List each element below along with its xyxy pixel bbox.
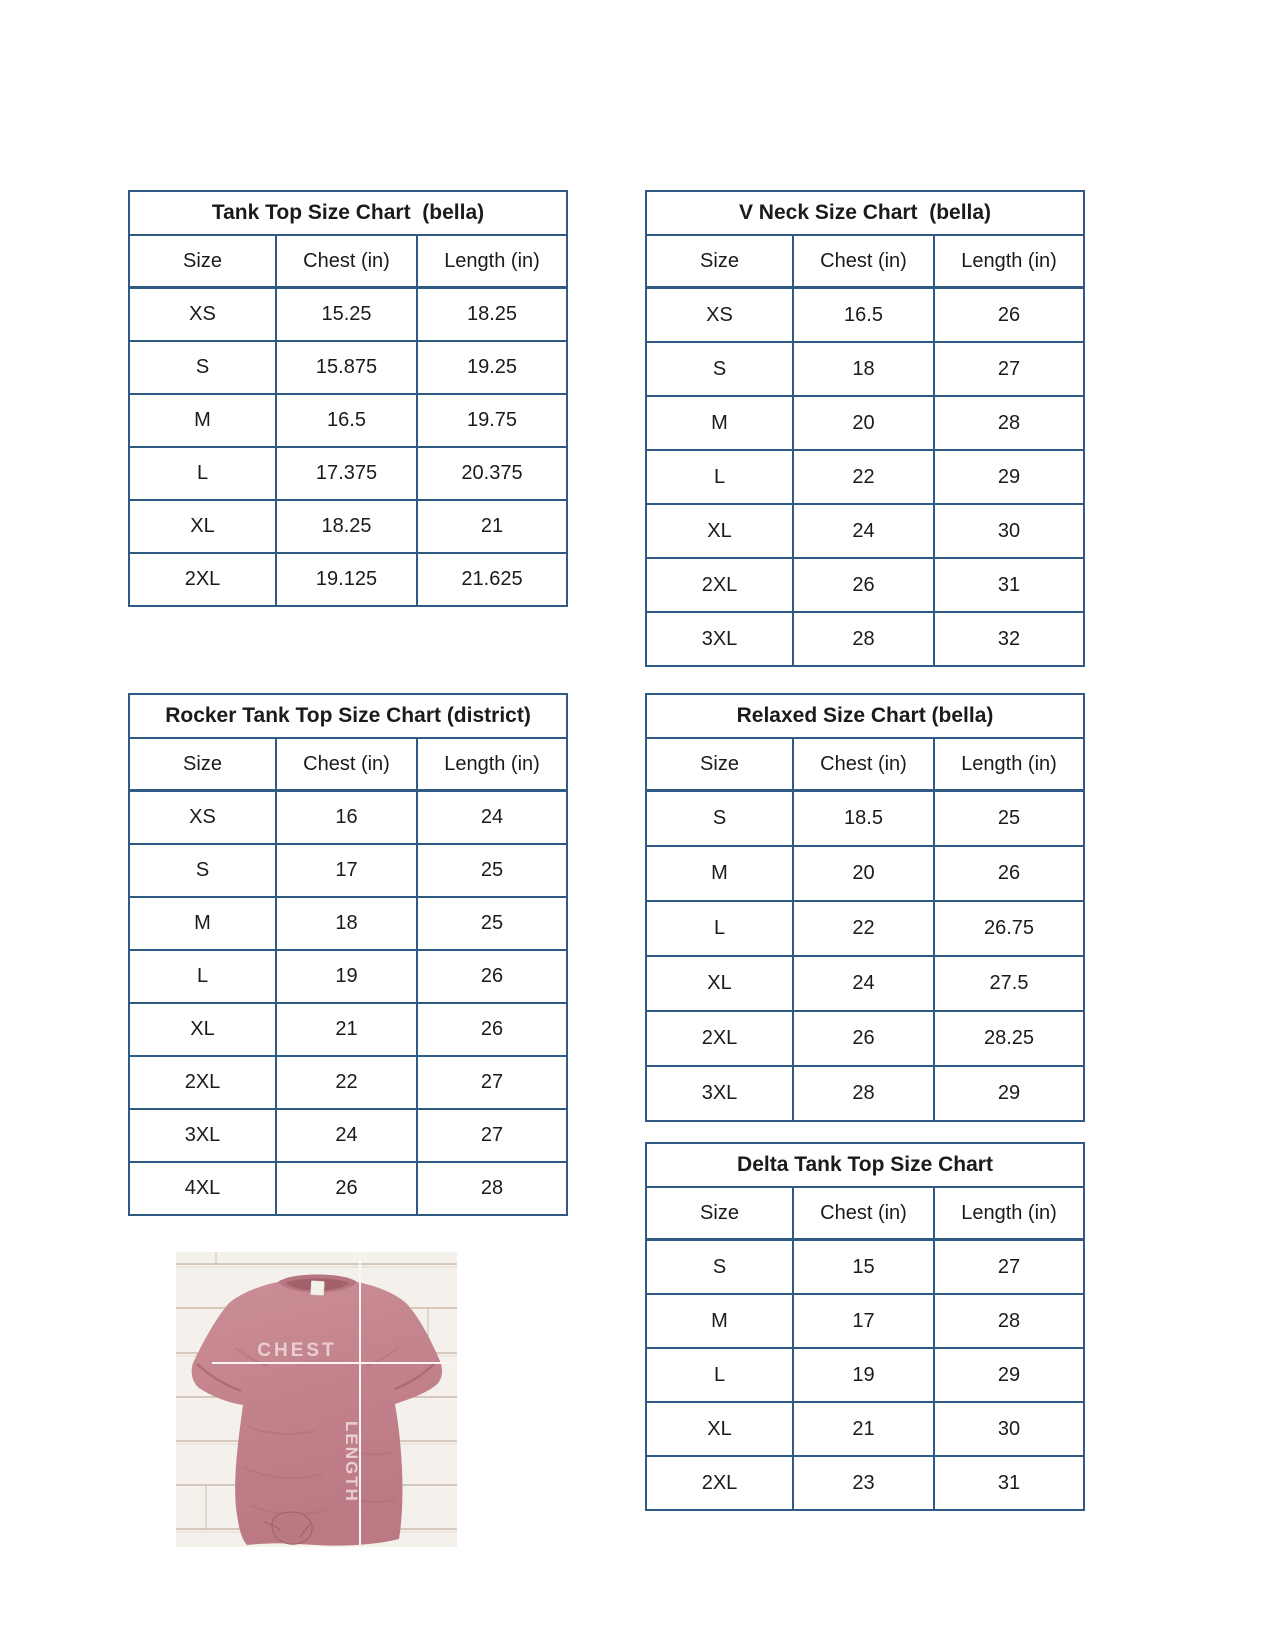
size-cell: 17 xyxy=(793,1294,934,1348)
size-cell: 27 xyxy=(934,342,1084,396)
size-cell: 18.25 xyxy=(417,288,567,342)
size-cell: 22 xyxy=(793,901,934,956)
size-cell: 19 xyxy=(793,1348,934,1402)
size-cell: 20.375 xyxy=(417,447,567,500)
column-header: Size xyxy=(129,738,276,791)
size-cell: S xyxy=(129,341,276,394)
size-cell: 19 xyxy=(276,950,417,1003)
column-header-row xyxy=(129,235,567,288)
column-header: Chest (in) xyxy=(793,1187,934,1240)
size-cell: 25 xyxy=(417,897,567,950)
size-cell: S xyxy=(646,342,793,396)
size-cell: 2XL xyxy=(646,558,793,612)
size-cell: 2XL xyxy=(646,1011,793,1066)
size-cell: 26 xyxy=(417,950,567,1003)
size-row xyxy=(646,396,1084,450)
size-cell: 26 xyxy=(934,288,1084,343)
size-cell: M xyxy=(646,396,793,450)
tank-top-bella-size-table-title: Tank Top Size Chart (bella) xyxy=(129,191,567,235)
size-cell: M xyxy=(646,1294,793,1348)
relaxed-size-chart-section xyxy=(645,693,1085,1122)
relaxed-bella-size-table xyxy=(645,693,1085,1122)
v-neck-bella-size-table xyxy=(645,190,1085,667)
size-cell: L xyxy=(646,450,793,504)
size-cell: 19.125 xyxy=(276,553,417,606)
size-cell: 25 xyxy=(417,844,567,897)
size-cell: 27.5 xyxy=(934,956,1084,1011)
size-cell: S xyxy=(646,791,793,847)
size-row xyxy=(129,341,567,394)
size-cell: 16.5 xyxy=(276,394,417,447)
size-cell: M xyxy=(129,394,276,447)
column-header-row xyxy=(646,1187,1084,1240)
size-cell: 20 xyxy=(793,396,934,450)
size-cell: 17 xyxy=(276,844,417,897)
size-cell: 18.25 xyxy=(276,500,417,553)
size-cell: 26 xyxy=(793,558,934,612)
size-cell: 21 xyxy=(417,500,567,553)
shirt-measurement-graphic xyxy=(176,1252,457,1547)
rocker-tank-top-size-chart-section xyxy=(128,693,568,1216)
size-row xyxy=(646,846,1084,901)
size-row xyxy=(646,1456,1084,1510)
size-cell: 15.875 xyxy=(276,341,417,394)
size-row xyxy=(129,950,567,1003)
column-header: Length (in) xyxy=(934,1187,1084,1240)
size-cell: 18 xyxy=(276,897,417,950)
column-header: Size xyxy=(129,235,276,288)
column-header: Size xyxy=(646,738,793,791)
size-cell: 28.25 xyxy=(934,1011,1084,1066)
size-row xyxy=(129,553,567,606)
size-cell: 16.5 xyxy=(793,288,934,343)
size-cell: 28 xyxy=(793,1066,934,1121)
size-cell: 19.75 xyxy=(417,394,567,447)
size-row xyxy=(646,504,1084,558)
size-cell: M xyxy=(129,897,276,950)
size-row xyxy=(646,1011,1084,1066)
size-cell: 30 xyxy=(934,1402,1084,1456)
size-cell: 27 xyxy=(417,1056,567,1109)
size-cell: 24 xyxy=(276,1109,417,1162)
delta-tank-top-size-table xyxy=(645,1142,1085,1511)
size-row xyxy=(129,288,567,342)
column-header: Chest (in) xyxy=(793,235,934,288)
size-cell: 24 xyxy=(793,956,934,1011)
size-cell: 28 xyxy=(934,396,1084,450)
size-cell: 29 xyxy=(934,450,1084,504)
column-header: Length (in) xyxy=(934,235,1084,288)
size-row xyxy=(129,1003,567,1056)
size-row xyxy=(646,1066,1084,1121)
size-row xyxy=(646,450,1084,504)
size-cell: 29 xyxy=(934,1348,1084,1402)
tank-top-size-chart-section xyxy=(128,190,568,607)
size-cell: L xyxy=(129,447,276,500)
size-cell: XL xyxy=(129,500,276,553)
size-cell: 26 xyxy=(793,1011,934,1066)
size-cell: 23 xyxy=(793,1456,934,1510)
size-cell: XS xyxy=(646,288,793,343)
size-row xyxy=(129,1056,567,1109)
size-cell: M xyxy=(646,846,793,901)
size-row xyxy=(129,844,567,897)
column-header-row xyxy=(129,738,567,791)
column-header: Size xyxy=(646,1187,793,1240)
size-cell: 24 xyxy=(793,504,934,558)
column-header: Size xyxy=(646,235,793,288)
size-row xyxy=(129,394,567,447)
column-header: Length (in) xyxy=(934,738,1084,791)
size-row xyxy=(646,1348,1084,1402)
size-cell: 26 xyxy=(417,1003,567,1056)
size-cell: 30 xyxy=(934,504,1084,558)
size-row xyxy=(646,901,1084,956)
size-row xyxy=(129,447,567,500)
size-cell: 26.75 xyxy=(934,901,1084,956)
size-cell: 21.625 xyxy=(417,553,567,606)
size-cell: 27 xyxy=(417,1109,567,1162)
size-cell: 22 xyxy=(276,1056,417,1109)
size-cell: 18.5 xyxy=(793,791,934,847)
column-header: Chest (in) xyxy=(276,738,417,791)
size-cell: 20 xyxy=(793,846,934,901)
chest-label: CHEST xyxy=(257,1340,337,1361)
size-cell: 32 xyxy=(934,612,1084,666)
delta-tank-top-size-table-title: Delta Tank Top Size Chart xyxy=(646,1143,1084,1187)
neck-tag xyxy=(311,1281,325,1296)
size-cell: 2XL xyxy=(646,1456,793,1510)
size-cell: S xyxy=(129,844,276,897)
relaxed-bella-size-table-title: Relaxed Size Chart (bella) xyxy=(646,694,1084,738)
size-row xyxy=(646,342,1084,396)
v-neck-bella-size-table-title: V Neck Size Chart (bella) xyxy=(646,191,1084,235)
size-row xyxy=(646,288,1084,343)
size-row xyxy=(646,558,1084,612)
size-cell: 2XL xyxy=(129,1056,276,1109)
column-header: Length (in) xyxy=(417,235,567,288)
size-row xyxy=(646,1402,1084,1456)
size-cell: XS xyxy=(129,791,276,845)
size-cell: XL xyxy=(129,1003,276,1056)
size-cell: XL xyxy=(646,504,793,558)
column-header-row xyxy=(646,738,1084,791)
size-cell: 18 xyxy=(793,342,934,396)
size-cell: 16 xyxy=(276,791,417,845)
size-cell: 28 xyxy=(417,1162,567,1215)
size-cell: 21 xyxy=(276,1003,417,1056)
size-cell: 28 xyxy=(793,612,934,666)
size-row xyxy=(129,500,567,553)
size-cell: S xyxy=(646,1240,793,1295)
size-cell: L xyxy=(129,950,276,1003)
size-cell: 3XL xyxy=(646,1066,793,1121)
v-neck-size-chart-section xyxy=(645,190,1085,667)
size-cell: 22 xyxy=(793,450,934,504)
size-cell: XL xyxy=(646,1402,793,1456)
size-cell: 15.25 xyxy=(276,288,417,342)
size-cell: XS xyxy=(129,288,276,342)
size-cell: 28 xyxy=(934,1294,1084,1348)
tank-top-bella-size-table xyxy=(128,190,568,607)
size-cell: 4XL xyxy=(129,1162,276,1215)
length-label: LENGTH xyxy=(342,1421,361,1503)
size-cell: 25 xyxy=(934,791,1084,847)
size-cell: 3XL xyxy=(646,612,793,666)
size-cell: L xyxy=(646,901,793,956)
rocker-tank-top-district-size-table xyxy=(128,693,568,1216)
size-row xyxy=(129,1109,567,1162)
size-cell: 29 xyxy=(934,1066,1084,1121)
size-cell: L xyxy=(646,1348,793,1402)
size-row xyxy=(129,897,567,950)
size-cell: 27 xyxy=(934,1240,1084,1295)
column-header: Chest (in) xyxy=(793,738,934,791)
size-row xyxy=(129,1162,567,1215)
column-header-row xyxy=(646,235,1084,288)
size-cell: XL xyxy=(646,956,793,1011)
size-cell: 17.375 xyxy=(276,447,417,500)
size-cell: 15 xyxy=(793,1240,934,1295)
size-cell: 26 xyxy=(934,846,1084,901)
size-row xyxy=(646,791,1084,847)
size-cell: 3XL xyxy=(129,1109,276,1162)
column-header: Length (in) xyxy=(417,738,567,791)
size-cell: 21 xyxy=(793,1402,934,1456)
size-row xyxy=(646,1240,1084,1295)
size-cell: 31 xyxy=(934,558,1084,612)
size-row xyxy=(129,791,567,845)
size-row xyxy=(646,612,1084,666)
delta-tank-top-size-chart-section xyxy=(645,1142,1085,1511)
size-cell: 26 xyxy=(276,1162,417,1215)
size-cell: 31 xyxy=(934,1456,1084,1510)
size-cell: 2XL xyxy=(129,553,276,606)
size-row xyxy=(646,956,1084,1011)
size-row xyxy=(646,1294,1084,1348)
size-cell: 24 xyxy=(417,791,567,845)
column-header: Chest (in) xyxy=(276,235,417,288)
rocker-tank-top-district-size-table-title: Rocker Tank Top Size Chart (district) xyxy=(129,694,567,738)
size-cell: 19.25 xyxy=(417,341,567,394)
shirt-measurement-photo xyxy=(176,1252,457,1547)
